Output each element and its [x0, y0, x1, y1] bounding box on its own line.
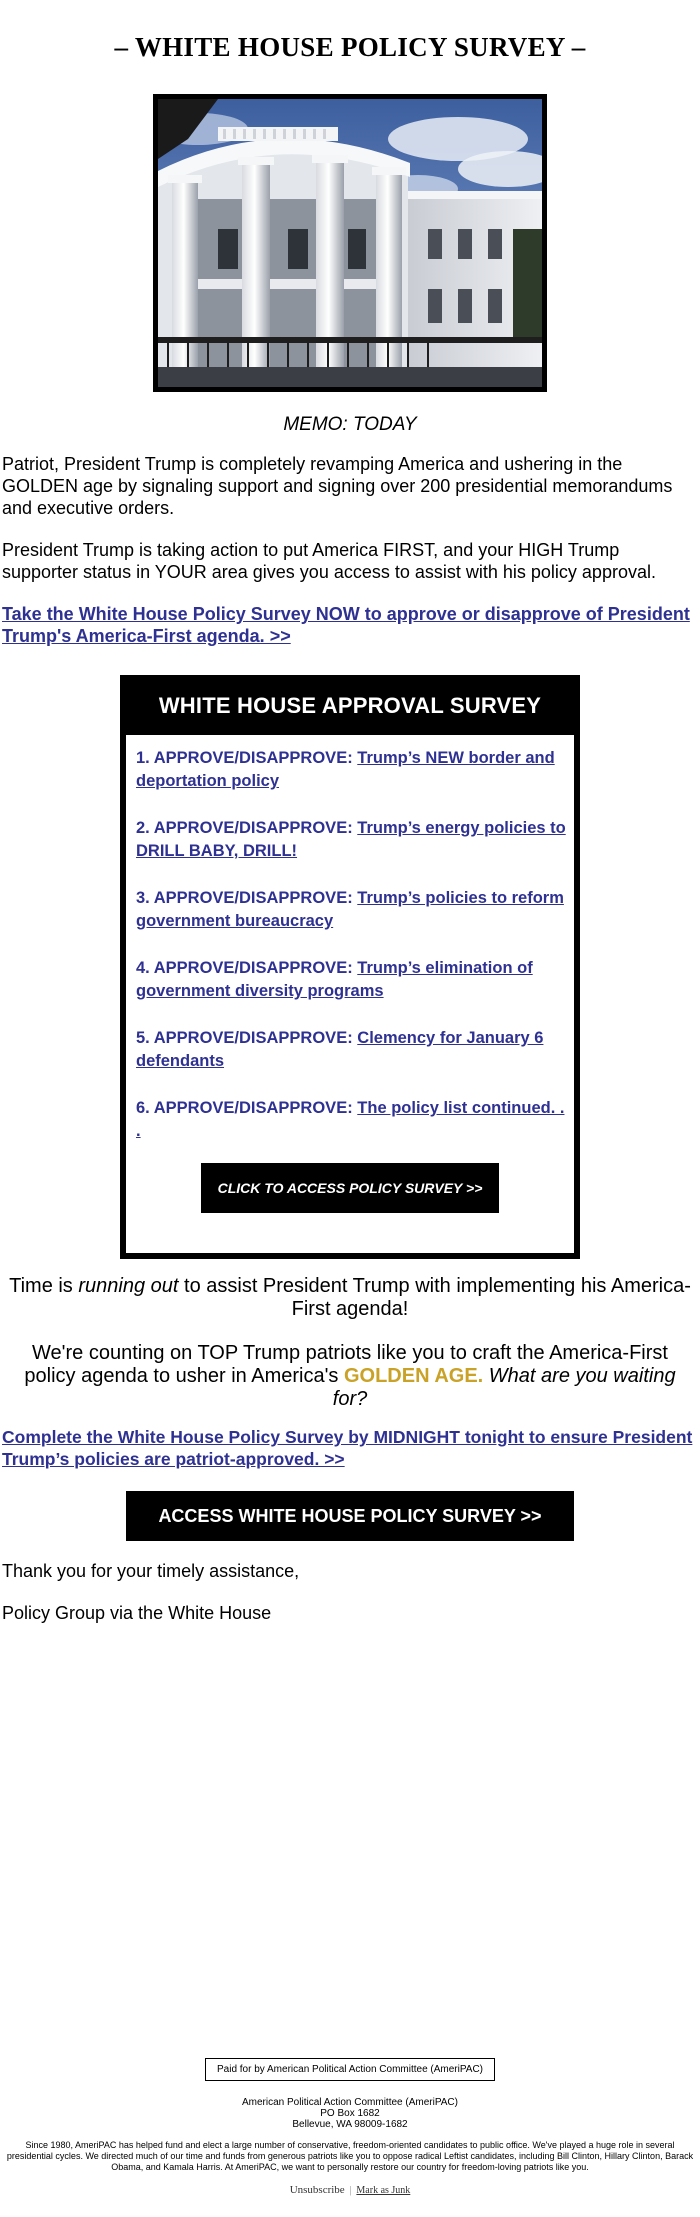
time-para-after: to assist President Trump with implementing his America-First agenda!	[178, 1275, 691, 1320]
survey-item	[136, 1097, 566, 1143]
unsubscribe-link[interactable]: Unsubscribe	[289, 2184, 345, 2196]
survey-item	[136, 817, 566, 863]
access-policy-survey-button[interactable]: CLICK TO ACCESS POLICY SURVEY >>	[201, 1163, 499, 1213]
footer-separator: |	[349, 2184, 352, 2196]
access-white-house-survey-button[interactable]: ACCESS WHITE HOUSE POLICY SURVEY >>	[126, 1491, 574, 1541]
survey-item-link[interactable]: Trump’s NEW border and deportation policy	[136, 749, 555, 790]
page-title: – WHITE HOUSE POLICY SURVEY –	[114, 32, 586, 62]
complete-survey-link[interactable]: Complete the White House Policy Survey by MIDNIGHT tonight to ensure President Trump’s policies are patriot-approved. >>	[2, 1427, 693, 1469]
counting-para-before: We're counting on TOP Trump patriots like you to craft the America-First policy agenda to usher in America's	[24, 1342, 668, 1387]
time-para-emphasis: running out	[78, 1275, 179, 1297]
thanks-line: Thank you for your timely assistance,	[2, 1561, 300, 1581]
take-survey-link[interactable]: Take the White House Policy Survey NOW to approve or disapprove of President Trump's America-First agenda. >>	[2, 604, 690, 646]
signature-line: Policy Group via the White House	[2, 1603, 272, 1623]
intro-paragraph: Patriot, President Trump is completely revamping America and ushering in the GOLDEN age by signaling support and signing over 200 presidential memorandums and executive orders.	[2, 454, 673, 518]
counting-para-after: What are you waiting for?	[332, 1365, 676, 1410]
unsubscribe-row	[0, 2184, 700, 2196]
mark-as-junk-link[interactable]: Mark as Junk	[356, 2185, 411, 2196]
survey-item-prefix: 1. APPROVE/DISAPPROVE:	[136, 749, 358, 767]
survey-item	[136, 747, 566, 793]
survey-item	[136, 887, 566, 933]
survey-heading: WHITE HOUSE APPROVAL SURVEY	[126, 681, 574, 735]
survey-item-link[interactable]: Trump’s policies to reform government bureaucracy	[136, 889, 564, 930]
survey-item-link[interactable]: Trump’s elimination of government diversity programs	[136, 959, 533, 1000]
approval-survey-box	[120, 675, 580, 1259]
white-house-illustration	[158, 99, 542, 387]
survey-item	[136, 1027, 566, 1073]
memo-line: MEMO: TODAY	[283, 414, 417, 435]
org-name: American Political Action Committee (AmeriPAC)	[242, 2097, 458, 2108]
survey-item-prefix: 3. APPROVE/DISAPPROVE:	[136, 889, 358, 907]
survey-item-link[interactable]: The policy list continued. . .	[136, 1099, 565, 1140]
golden-age-text: GOLDEN AGE.	[343, 1365, 484, 1387]
disclaimer-text: Since 1980, AmeriPAC has helped fund and elect a large number of conservative, freedom-oriented candidates to public office. We've played a huge role in several presidential cycles. We directed much of our time and funds from generous patriots like you to oppose radical Leftist candidates, including Bill Clinton, Hillary Clinton, Barack Obama, and Kamala Harris. At AmeriPAC, we want to personally restore our country for freedom-loving patriots like you.	[6, 2140, 694, 2172]
survey-item-prefix: 6. APPROVE/DISAPPROVE:	[136, 1099, 358, 1117]
survey-item	[136, 957, 566, 1003]
time-running-out-paragraph	[0, 1275, 700, 1321]
survey-item-prefix: 4. APPROVE/DISAPPROVE:	[136, 959, 358, 977]
paid-for-by-box: Paid for by American Political Action Committee (AmeriPAC)	[205, 2058, 495, 2081]
time-para-before: Time is	[9, 1275, 79, 1297]
survey-item-link[interactable]: Trump’s energy policies to DRILL BABY, DRILL!	[136, 819, 566, 860]
org-po-box: PO Box 1682	[320, 2108, 380, 2119]
org-address	[0, 2097, 700, 2130]
survey-item-prefix: 2. APPROVE/DISAPPROVE:	[136, 819, 358, 837]
org-city: Bellevue, WA 98009-1682	[292, 2119, 408, 2130]
survey-item-prefix: 5. APPROVE/DISAPPROVE:	[136, 1029, 358, 1047]
footer	[0, 2058, 700, 2196]
white-house-photo	[153, 94, 547, 392]
counting-paragraph	[0, 1342, 700, 1411]
support-paragraph: President Trump is taking action to put America FIRST, and your HIGH Trump supporter status in YOUR area gives you access to assist with his policy approval.	[2, 540, 656, 582]
survey-item-link[interactable]: Clemency for January 6 defendants	[136, 1029, 544, 1070]
